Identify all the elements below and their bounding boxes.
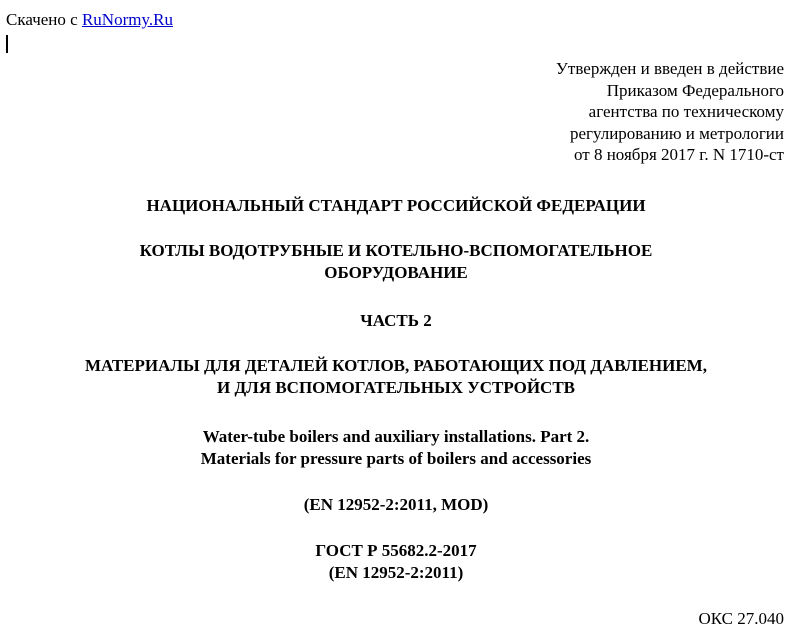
- standard-title-line: ОБОРУДОВАНИЕ: [324, 263, 468, 282]
- approval-line: Приказом Федерального: [606, 80, 784, 100]
- standard-subtitle-line: МАТЕРИАЛЫ ДЛЯ ДЕТАЛЕЙ КОТЛОВ, РАБОТАЮЩИХ ПОД ДАВЛЕНИЕМ,: [85, 356, 707, 375]
- source-line: [6, 10, 173, 30]
- en-reference-text: (EN 12952-2:2011, MOD): [303, 495, 489, 514]
- english-title: [0, 426, 792, 470]
- approval-line: агентства по техническому: [588, 102, 784, 122]
- runormy-link[interactable]: RuNormy.Ru: [81, 10, 173, 29]
- approval-line: регулированию и метрологии: [569, 123, 784, 143]
- national-standard-heading: [0, 195, 792, 217]
- approval-line: от 8 ноября 2017 г. N 1710-ст: [574, 145, 784, 165]
- standard-title-line: КОТЛЫ ВОДОТРУБНЫЕ И КОТЕЛЬНО-ВСПОМОГАТЕЛЬНОЕ: [139, 241, 653, 260]
- national-standard-heading-text: НАЦИОНАЛЬНЫЙ СТАНДАРТ РОССИЙСКОЙ ФЕДЕРАЦИИ: [146, 196, 646, 215]
- part-heading: [0, 310, 792, 332]
- standard-subtitle-line: И ДЛЯ ВСПОМОГАТЕЛЬНЫХ УСТРОЙСТВ: [216, 378, 576, 397]
- gost-designation: [0, 540, 792, 584]
- approval-line: Утвержден и введен в действие: [555, 59, 784, 78]
- gost-en-reference: (EN 12952-2:2011): [328, 563, 464, 582]
- gost-number: ГОСТ Р 55682.2-2017: [315, 541, 477, 560]
- english-title-line: Water-tube boilers and auxiliary installations. Part 2.: [202, 427, 590, 446]
- approval-block: [556, 58, 784, 166]
- standard-subtitle: [0, 355, 792, 399]
- source-prefix: Скачено с: [6, 10, 82, 29]
- en-reference: [0, 494, 792, 516]
- standard-title: [0, 240, 792, 284]
- part-heading-text: ЧАСТЬ 2: [360, 311, 432, 330]
- text-cursor: [6, 35, 8, 53]
- oks-code: ОКС 27.040: [698, 609, 784, 628]
- english-title-line: Materials for pressure parts of boilers and accessories: [200, 449, 592, 468]
